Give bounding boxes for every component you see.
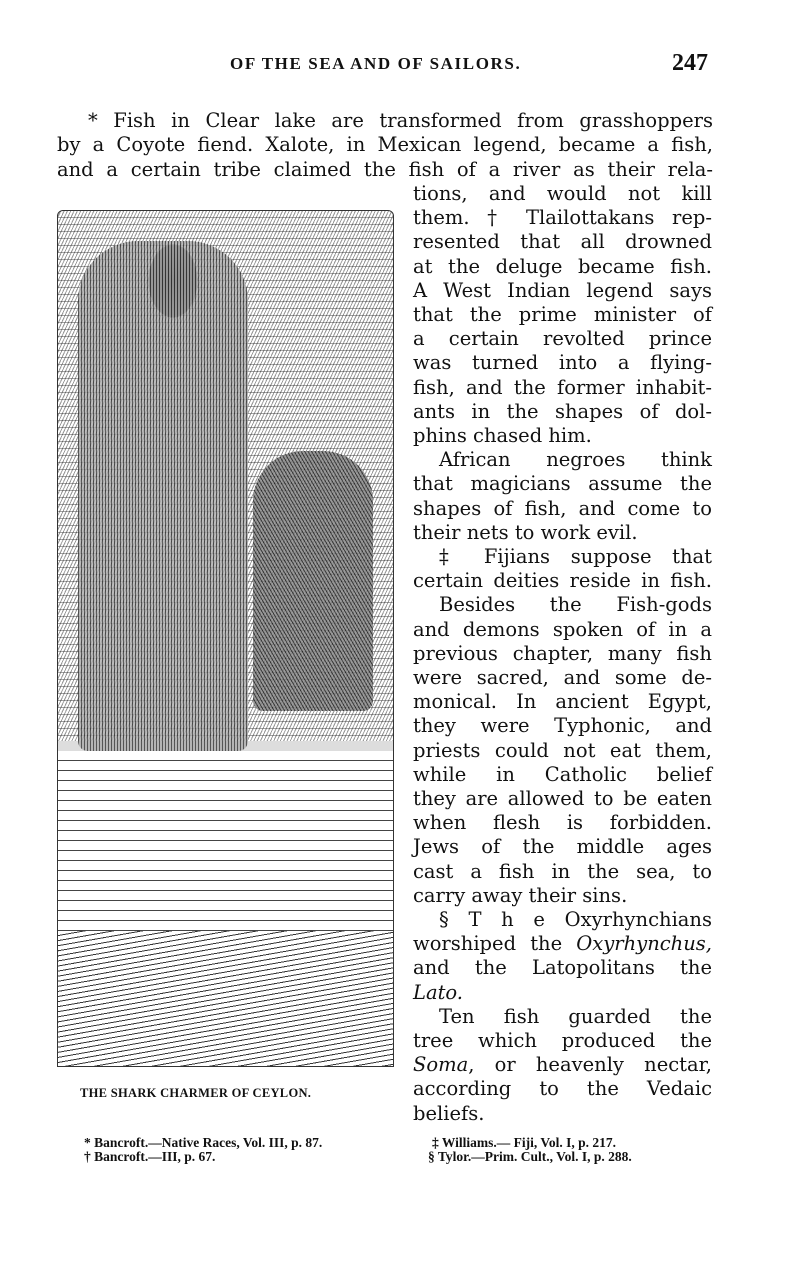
body-text-line <box>413 255 712 279</box>
body-text-line <box>413 1029 712 1053</box>
text-run: a certain revolted prince <box>413 327 712 351</box>
figure-turbaned-man <box>78 241 248 751</box>
text-run: at the deluge became fish. <box>413 254 712 278</box>
figure-sea-waves <box>58 931 393 1066</box>
footnote: † Bancroft.—III, p. 67. <box>84 1149 216 1164</box>
body-text-line <box>413 1102 712 1126</box>
body-text-line <box>413 860 712 884</box>
body-text-line <box>413 182 712 206</box>
body-text-line <box>413 206 712 230</box>
text-run: A West Indian legend says <box>413 278 712 302</box>
text-run: cast a fish in the sea, to <box>413 859 712 883</box>
footnote: § Tylor.—Prim. Cult., Vol. I, p. 288. <box>428 1149 632 1164</box>
body-text-line <box>413 811 712 835</box>
body-text-line <box>413 1077 712 1101</box>
text-run: while in Catholic belief <box>413 762 712 786</box>
text-run: African negroes think <box>439 448 712 472</box>
body-text-line <box>413 932 712 956</box>
italic-term: Lato. <box>413 980 464 1004</box>
text-run: , or heavenly nectar, <box>468 1053 712 1077</box>
text-run: fish, and the former inhabit- <box>413 375 712 399</box>
page-number: 247 <box>672 50 708 76</box>
text-run: tions, and would not kill <box>413 182 712 205</box>
body-text-line <box>413 351 712 375</box>
body-text-line <box>413 666 712 690</box>
illustration-shark-charmer <box>57 210 394 1067</box>
text-run: and the Latopolitans the <box>413 956 712 980</box>
text-run: tree which produced the <box>413 1029 712 1052</box>
body-text-line <box>413 642 712 666</box>
body-text-line <box>413 545 712 569</box>
figure-boat-hull <box>58 751 393 931</box>
text-run: previous chapter, many fish <box>413 641 712 665</box>
text-run: beliefs. <box>413 1101 485 1125</box>
body-text-line <box>413 956 712 980</box>
text-run: was turned into a flying- <box>413 351 712 375</box>
body-text-line <box>413 497 712 521</box>
body-text-line <box>413 1005 712 1029</box>
footnote: * Bancroft.—Native Races, Vol. III, p. 87. <box>84 1135 323 1150</box>
body-text-line <box>413 279 712 303</box>
body-text-line: and a certain tribe claimed the fish of a river as their rela- <box>57 157 713 181</box>
text-run: Ten fish guarded the <box>439 1004 712 1028</box>
text-run: they were Typhonic, and <box>413 714 712 738</box>
body-text-line <box>413 1053 712 1077</box>
text-run: monical. In ancient Egypt, <box>413 690 712 714</box>
text-run: ants in the shapes of dol- <box>413 399 712 423</box>
text-run: shapes of fish, and come to <box>413 496 712 520</box>
body-text-line <box>413 376 712 400</box>
body-text-line <box>413 472 712 496</box>
body-text-line: by a Coyote fiend. Xalote, in Mexican legend, became a fish, <box>57 133 713 157</box>
text-run: according to the Vedaic <box>413 1077 712 1101</box>
running-title: OF THE SEA AND OF SAILORS. <box>230 54 522 73</box>
body-text-line <box>413 690 712 714</box>
text-run: resented that all drowned <box>413 230 712 254</box>
text-run: phins chased him. <box>413 424 592 447</box>
italic-term: Soma <box>413 1053 469 1077</box>
text-run: carry away their sins. <box>413 883 628 907</box>
text-run: were sacred, and some de- <box>413 666 712 689</box>
body-text-line <box>413 327 712 351</box>
text-run: their nets to work evil. <box>413 520 638 544</box>
body-text-line <box>413 763 712 787</box>
body-text-line <box>413 714 712 738</box>
body-text-line <box>413 618 712 642</box>
text-run: when flesh is forbidden. <box>413 811 712 835</box>
figure-caption: THE SHARK CHARMER OF CEYLON. <box>80 1086 312 1100</box>
text-run: priests could not eat them, <box>413 738 712 762</box>
body-text-line <box>413 908 712 932</box>
body-text-line <box>413 884 712 908</box>
text-run: that the prime minister of <box>413 303 712 326</box>
body-text-line <box>413 981 712 1005</box>
text-run: that magicians assume the <box>413 472 712 496</box>
text-run: ‡ Fijians suppose that <box>439 545 712 568</box>
body-text-line <box>413 593 712 617</box>
body-text-line <box>413 400 712 424</box>
body-text-line <box>413 230 712 254</box>
body-text-line <box>413 521 712 545</box>
body-text-line <box>413 424 712 448</box>
text-run: worshiped the <box>413 932 577 956</box>
text-run: § T h e Oxyrhynchians <box>439 908 712 931</box>
text-run: Jews of the middle ages <box>413 835 712 859</box>
footnote: ‡ Williams.— Fiji, Vol. I, p. 217. <box>432 1135 617 1150</box>
figure-seated-boy <box>253 451 373 711</box>
text-run: Besides the Fish-gods <box>439 593 712 617</box>
text-run: they are allowed to be eaten <box>413 787 712 810</box>
body-text-line: * Fish in Clear lake are transformed from grasshoppers <box>88 109 713 132</box>
body-text-line <box>413 835 712 859</box>
italic-term: Oxyrhynchus, <box>576 932 712 956</box>
text-run: certain deities reside in fish. <box>413 569 712 593</box>
body-text-line <box>413 448 712 472</box>
text-run: and demons spoken of in a <box>413 617 712 641</box>
body-text-line <box>413 787 712 811</box>
body-text-line <box>413 739 712 763</box>
body-text-line <box>413 569 712 593</box>
text-run: them. † Tlailottakans rep- <box>413 206 712 230</box>
body-text-line <box>413 303 712 327</box>
